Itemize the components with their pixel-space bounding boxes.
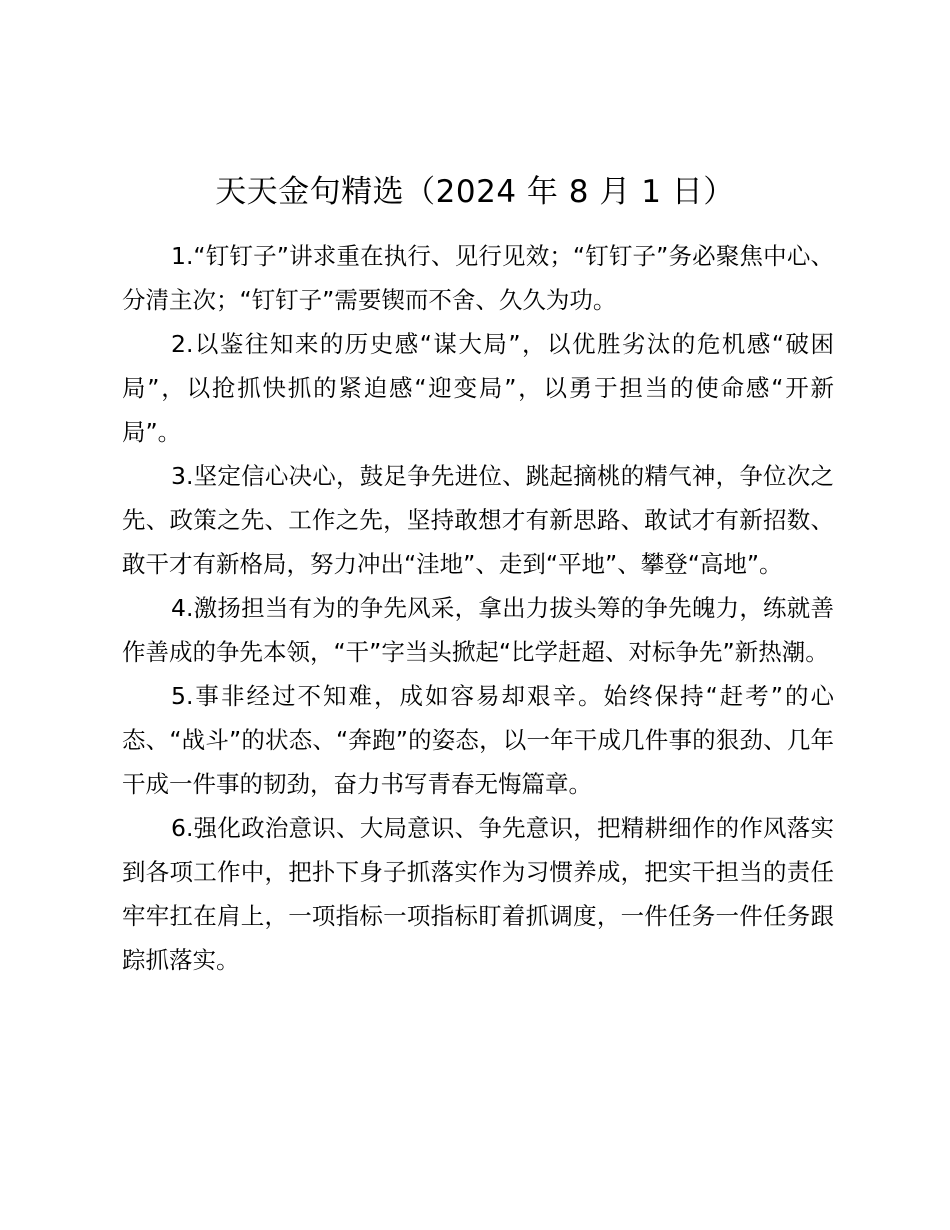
document-body xyxy=(122,234,834,982)
page-title: 天天金句精选（2024 年 8 月 1 日） xyxy=(215,174,735,210)
paragraph-2: 2.以鉴往知来的历史感“谋大局”，以优胜劣汰的危机感“破困局”，以抢抓快抓的紧迫感“迎变局”，以勇于担当的使命感“开新局”。 xyxy=(122,330,834,446)
paragraph-5: 5.事非经过不知难，成如容易却艰辛。始终保持“赶考”的心态、“战斗”的状态、“奔跑”的姿态，以一年干成几件事的狠劲、几年干成一件事的韧劲，奋力书写青春无悔篇章。 xyxy=(122,682,834,798)
paragraph-3: 3.坚定信心决心，鼓足争先进位、跳起摘桃的精气神，争位次之先、政策之先、工作之先，坚持敢想才有新思路、敢试才有新招数、敢干才有新格局，努力冲出“洼地”、走到“平地”、攀登“高地”。 xyxy=(122,462,834,578)
paragraph-1: 1.“钉钉子”讲求重在执行、见行见效；“钉钉子”务必聚焦中心、分清主次；“钉钉子”需要锲而不舍、久久为功。 xyxy=(122,242,834,314)
paragraph-6: 6.强化政治意识、大局意识、争先意识，把精耕细作的作风落实到各项工作中，把扑下身子抓落实作为习惯养成，把实干担当的责任牢牢扛在肩上，一项指标一项指标盯着抓调度，一件任务一件任务跟踪抓落实。 xyxy=(122,814,834,974)
paragraph-4: 4.激扬担当有为的争先风采，拿出力拔头筹的争先魄力，练就善作善成的争先本领，“干”字当头掀起“比学赶超、对标争先”新热潮。 xyxy=(122,594,834,666)
